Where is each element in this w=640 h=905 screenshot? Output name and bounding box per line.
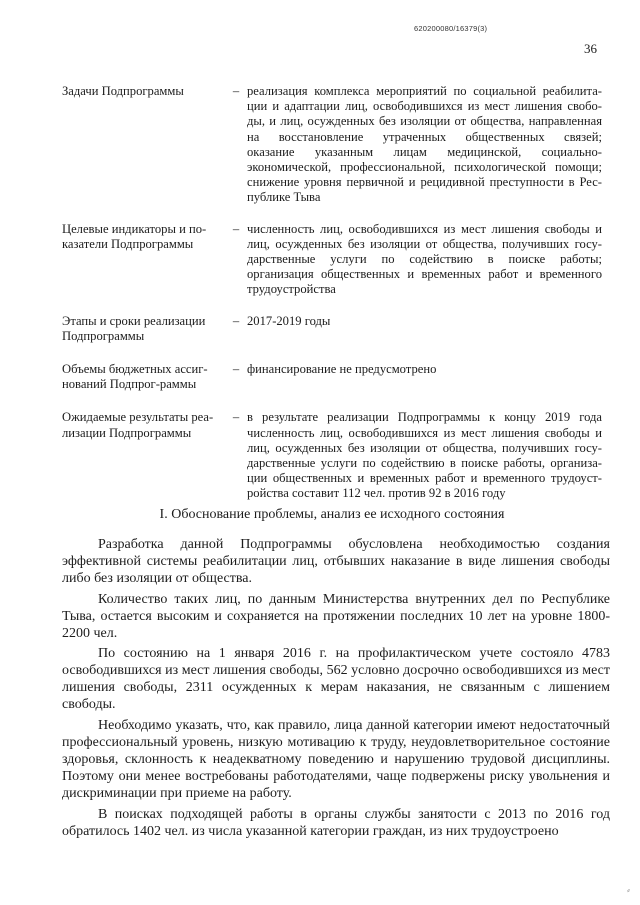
passport-dash: –: [232, 84, 240, 98]
passport-value-line: экономической, профессиональной, психологической помощи;: [247, 160, 602, 175]
body-paragraph: Необходимо указать, что, как правило, лица данной категории имеют недостаточный профессиональный уровень, низкую мотивацию к труду, неудовлетворительное состояние здоровья, склонность к неадекватному поведению и нарушению трудовой дисциплины. Поэтому они менее востребованы работодателями, чаще подвержены риску увольнения и дискриминации при приеме на работу.: [62, 718, 610, 801]
passport-row: [62, 362, 602, 392]
passport-value-line: ды, и лиц, осужденных без изоляции от общества, направленная: [247, 114, 602, 129]
body-paragraph: Разработка данной Подпрограммы обусловлена необходимостью создания эффективной системы реабилитации лиц, отбывших наказание в виде лишения свободы либо без изоляции от общества.: [62, 537, 610, 586]
passport-value: [247, 222, 602, 298]
section-heading: I. Обоснование проблемы, анализ ее исходного состояния: [159, 507, 505, 522]
passport-label: Ожидаемые результаты реа-лизации Подпрограммы: [62, 410, 214, 440]
passport-label: Целевые индикаторы и по-казатели Подпрограммы: [62, 221, 207, 251]
passport-value-line: численность лиц, освободившихся из мест лишения свободы и: [247, 221, 602, 236]
passport-value-line: 2017-2019 годы: [247, 313, 331, 328]
passport-dash: –: [232, 221, 240, 236]
passport-value-line: финансирование не предусмотрено: [247, 362, 437, 377]
passport-row: [62, 84, 602, 206]
passport-value: [247, 410, 602, 501]
passport-value-line: дарственные услуги по содействию в поиске работы, организа-: [247, 456, 602, 471]
passport-label: Объемы бюджетных ассиг-нований Подпрог-раммы: [62, 362, 208, 392]
passport-value-line: ции общественных и временных работ и временного трудоуст-: [247, 471, 602, 486]
corner-mark-icon: ⸗: [627, 885, 630, 895]
passport-value-line: численность лиц, освободившихся из мест лишения свободы и: [247, 425, 602, 440]
passport-label: Задачи Подпрограммы: [62, 84, 184, 98]
page-number: 36: [584, 41, 597, 56]
passport-value-line: ройства составит 112 чел. против 92 в 2016 году: [247, 486, 506, 501]
body-paragraph: В поисках подходящей работы в органы службы занятости с 2013 по 2016 год обратилось 1402 чел. из числа указанной категории граждан, из них трудоустроено: [62, 806, 610, 839]
passport-value-line: трудоустройства: [247, 282, 336, 297]
passport-value-line: снижение уровня первичной и рецидивной преступности в Рес-: [247, 175, 602, 190]
subprogram-passport-table: [62, 84, 602, 502]
passport-row: [62, 314, 602, 344]
passport-value-line: в результате реализации Подпрограммы к концу 2019 года: [247, 410, 602, 425]
passport-dash: –: [232, 362, 240, 377]
passport-value-line: дарственные услуги по содействию в поиске работы;: [247, 252, 602, 267]
passport-value: [247, 362, 602, 392]
passport-value-line: реализация комплекса мероприятий по социальной реабилита-: [247, 84, 602, 98]
passport-value-line: лиц, осужденных без изоляции от общества, получивших госу-: [247, 236, 602, 251]
passport-value-line: на восстановление утраченных общественных связей;: [247, 129, 602, 144]
passport-dash: –: [232, 313, 240, 328]
passport-value-line: оказание указанным лицам медицинской, социально-: [247, 144, 602, 159]
passport-row: [62, 222, 602, 298]
passport-dash: –: [232, 410, 240, 425]
passport-value: [247, 84, 602, 206]
section-body: [62, 537, 610, 844]
passport-value-line: лиц, осужденных без изоляции от общества, получивших госу-: [247, 440, 602, 455]
passport-label: Этапы и сроки реализации Подпрограммы: [62, 313, 206, 343]
body-paragraph: Количество таких лиц, по данным Министерства внутренних дел по Республике Тыва, остается высоким и сохраняется на протяжении последних 10 лет на уровне 1800-2200 чел.: [62, 591, 610, 641]
passport-value-line: публике Тыва: [247, 190, 321, 205]
document-code: 620200080/16379(3): [414, 24, 488, 33]
passport-value-line: ции и адаптации лиц, освободившихся из мест лишения свобо-: [247, 99, 602, 114]
body-paragraph: По состоянию на 1 января 2016 г. на профилактическом учете состояло 4783 освободившихся из мест лишения свободы, 562 условно досрочно освободившихся из мест лишения свободы, 2311 осужденных к мерам наказания, не связанным с лишением свободы.: [62, 646, 610, 713]
passport-value-line: организация общественных и временных работ и временного: [247, 267, 602, 282]
passport-row: [62, 410, 602, 501]
passport-value: [247, 314, 602, 344]
